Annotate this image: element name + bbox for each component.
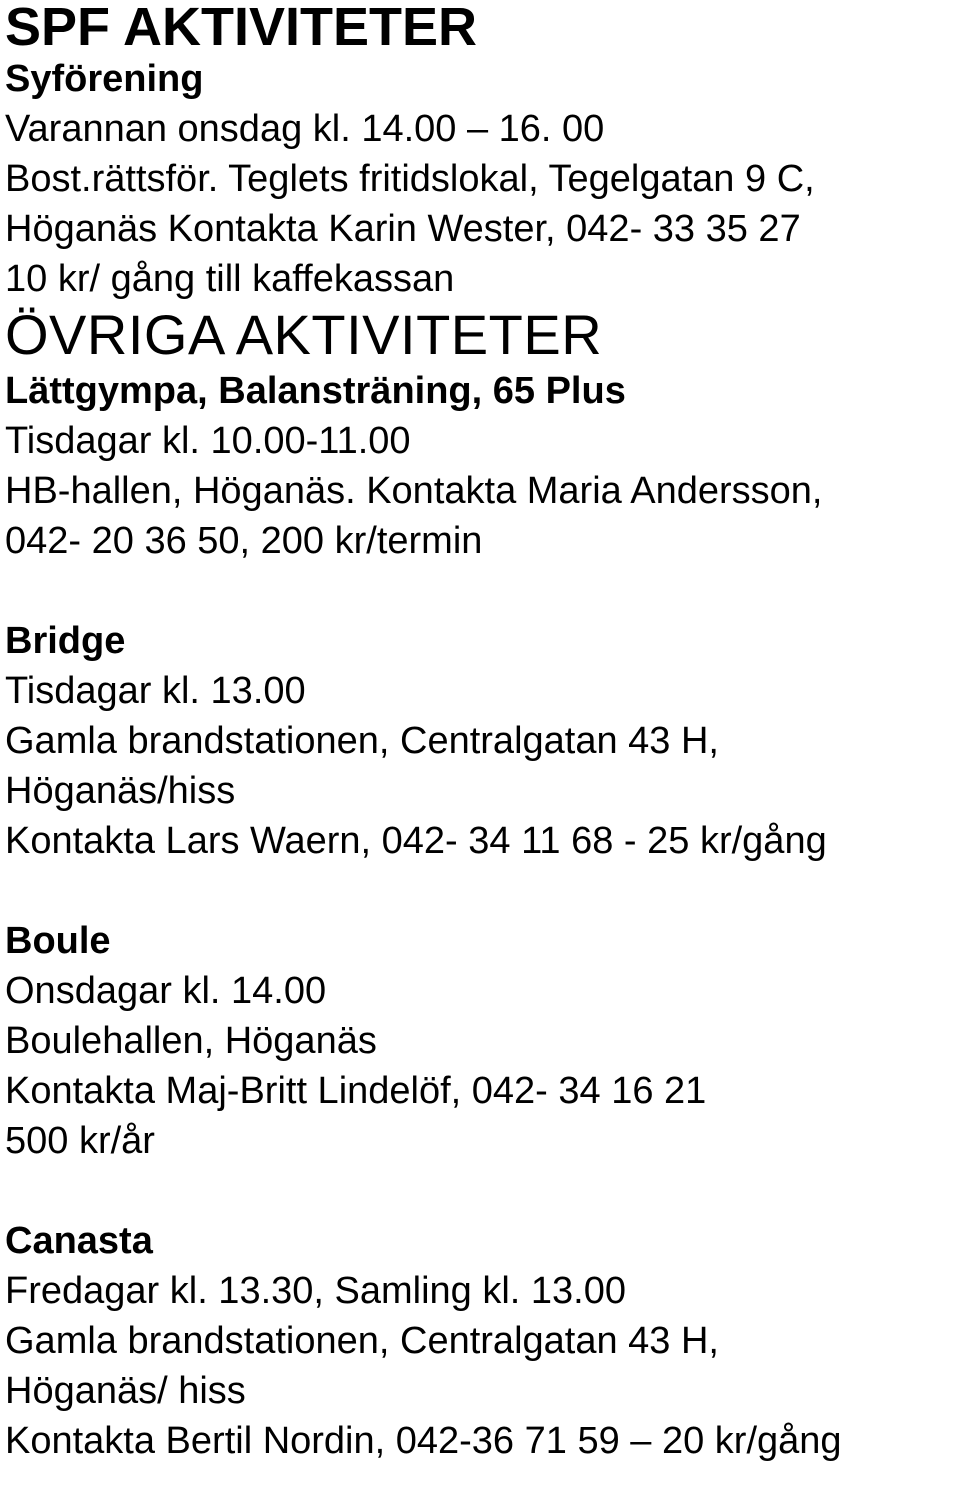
spacer: [5, 1166, 960, 1216]
syforening-schedule: Varannan onsdag kl. 14.00 – 16. 00: [5, 108, 605, 150]
boule-location: Boulehallen, Höganäs: [5, 1020, 377, 1062]
section-bridge: [5, 616, 960, 866]
spacer: [5, 866, 960, 916]
canasta-contact: Kontakta Bertil Nordin, 042-36 71 59 – 20 kr/gång: [5, 1420, 842, 1462]
bridge-contact: Kontakta Lars Waern, 042- 34 11 68 - 25 kr/gång: [5, 820, 827, 862]
boule-schedule: Onsdagar kl. 14.00: [5, 970, 327, 1012]
section-lattgympa: [5, 366, 960, 566]
bridge-heading: Bridge: [5, 620, 126, 662]
lattgympa-schedule: Tisdagar kl. 10.00-11.00: [5, 420, 411, 462]
syforening-fee: 10 kr/ gång till kaffekassan: [5, 258, 455, 300]
boule-heading: Boule: [5, 920, 111, 962]
ovriga-title: ÖVRIGA AKTIVITETER: [5, 303, 603, 366]
bridge-location: Gamla brandstationen, Centralgatan 43 H,: [5, 720, 719, 762]
boule-contact: Kontakta Maj-Britt Lindelöf, 042- 34 16 21: [5, 1070, 707, 1112]
syforening-heading: Syförening: [5, 58, 204, 100]
spacer: [5, 566, 960, 616]
canasta-location-detail: Höganäs/ hiss: [5, 1370, 246, 1412]
bridge-schedule: Tisdagar kl. 13.00: [5, 670, 306, 712]
spf-title: SPF AKTIVITETER: [5, 0, 478, 57]
boule-fee: 500 kr/år: [5, 1120, 155, 1162]
canasta-location: Gamla brandstationen, Centralgatan 43 H,: [5, 1320, 719, 1362]
section-syforening: [5, 54, 960, 304]
lattgympa-heading: Lättgympa, Balansträning, 65 Plus: [5, 370, 626, 412]
bridge-location-detail: Höganäs/hiss: [5, 770, 236, 812]
lattgympa-location: HB-hallen, Höganäs. Kontakta Maria Andersson,: [5, 470, 823, 512]
syforening-location: Bost.rättsför. Teglets fritidslokal, Tegelgatan 9 C,: [5, 158, 815, 200]
section-boule: [5, 916, 960, 1166]
section-canasta: [5, 1216, 960, 1466]
lattgympa-contact: 042- 20 36 50, 200 kr/termin: [5, 520, 483, 562]
canasta-heading: Canasta: [5, 1220, 153, 1262]
canasta-schedule: Fredagar kl. 13.30, Samling kl. 13.00: [5, 1270, 627, 1312]
syforening-contact: Höganäs Kontakta Karin Wester, 042- 33 35 27: [5, 208, 801, 250]
